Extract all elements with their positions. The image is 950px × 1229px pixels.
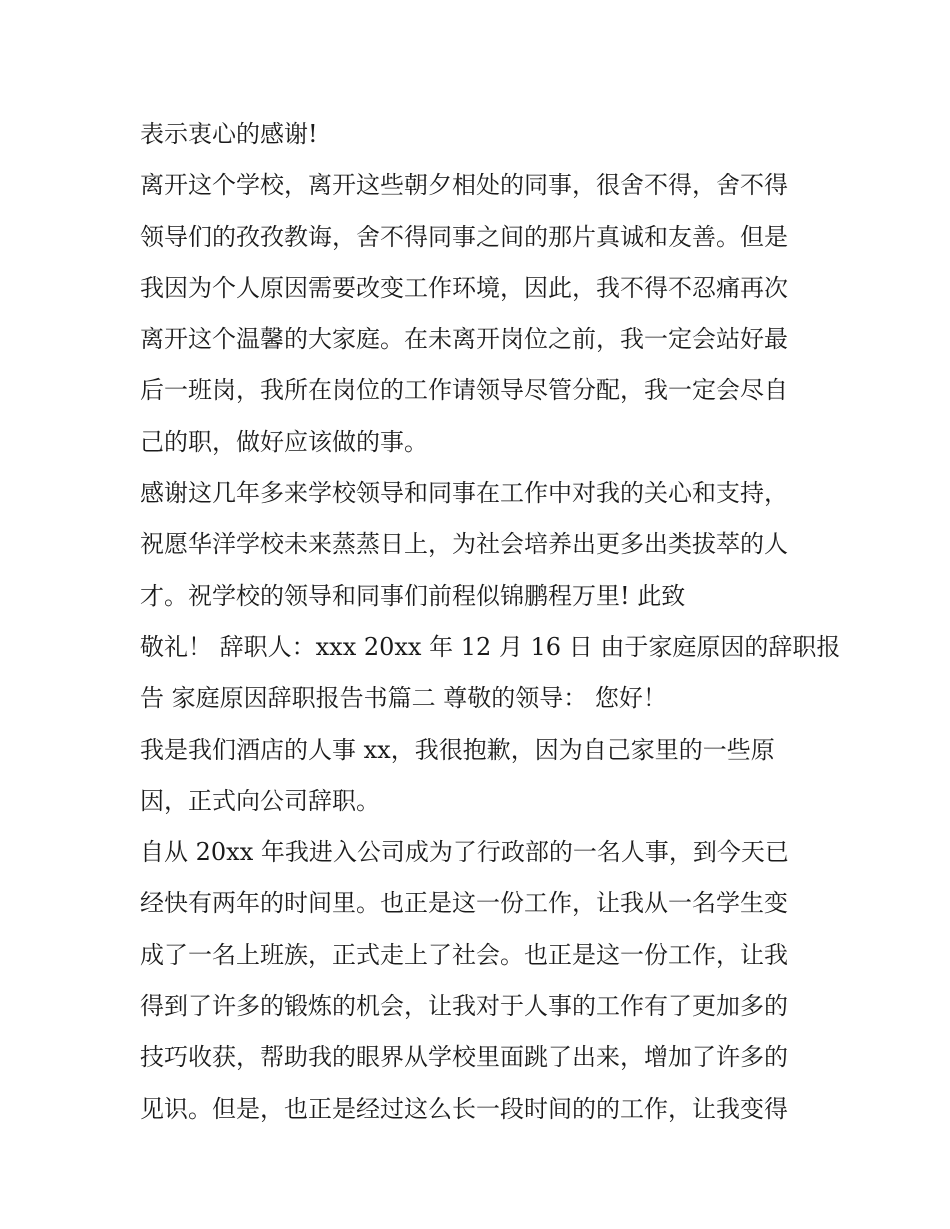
text-line: 祝愿华洋学校未来蒸蒸日上，为社会培养出更多出类拔萃的人 (140, 530, 788, 559)
text-line: 告 家庭原因辞职报告书篇二 尊敬的领导： 您好！ (140, 684, 667, 713)
text-line: 因，正式向公司辞职。 (140, 786, 380, 815)
text-line: 领导们的孜孜教诲，舍不得同事之间的那片真诚和友善。但是 (140, 222, 788, 251)
text-line: 敬礼！ 辞职人：xxx 20xx 年 12 月 16 日 由于家庭原因的辞职报 (140, 632, 841, 661)
text-line: 我是我们酒店的人事 xx，我很抱歉，因为自己家里的一些原 (140, 735, 775, 764)
text-line: 离开这个学校，离开这些朝夕相处的同事，很舍不得，舍不得 (140, 171, 788, 200)
text-line: 感谢这几年多来学校领导和同事在工作中对我的关心和支持， (140, 479, 788, 508)
text-line: 成了一名上班族，正式走上了社会。也正是这一份工作，让我 (140, 940, 788, 969)
text-line: 后一班岗，我所在岗位的工作请领导尽管分配，我一定会尽自 (140, 376, 788, 405)
text-line: 我因为个人原因需要改变工作环境，因此，我不得不忍痛再次 (140, 273, 788, 302)
text-line: 自从 20xx 年我进入公司成为了行政部的一名人事，到今天已 (140, 838, 789, 867)
text-line: 己的职，做好应该做的事。 (140, 427, 428, 456)
text-line: 表示衷心的感谢! (140, 120, 318, 148)
text-line: 见识。但是，也正是经过这么长一段时间的的工作，让我变得 (140, 1094, 788, 1123)
text-line: 得到了许多的锻炼的机会，让我对于人事的工作有了更加多的 (140, 992, 788, 1021)
text-line: 技巧收获，帮助我的眼界从学校里面跳了出来，增加了许多的 (140, 1043, 788, 1072)
text-line: 离开这个温馨的大家庭。在未离开岗位之前，我一定会站好最 (140, 325, 788, 354)
text-line: 才。祝学校的领导和同事们前程似锦鹏程万里! 此致 (140, 581, 686, 610)
document-body (140, 109, 841, 1135)
text-line: 经快有两年的时间里。也正是这一份工作，让我从一名学生变 (140, 889, 788, 918)
